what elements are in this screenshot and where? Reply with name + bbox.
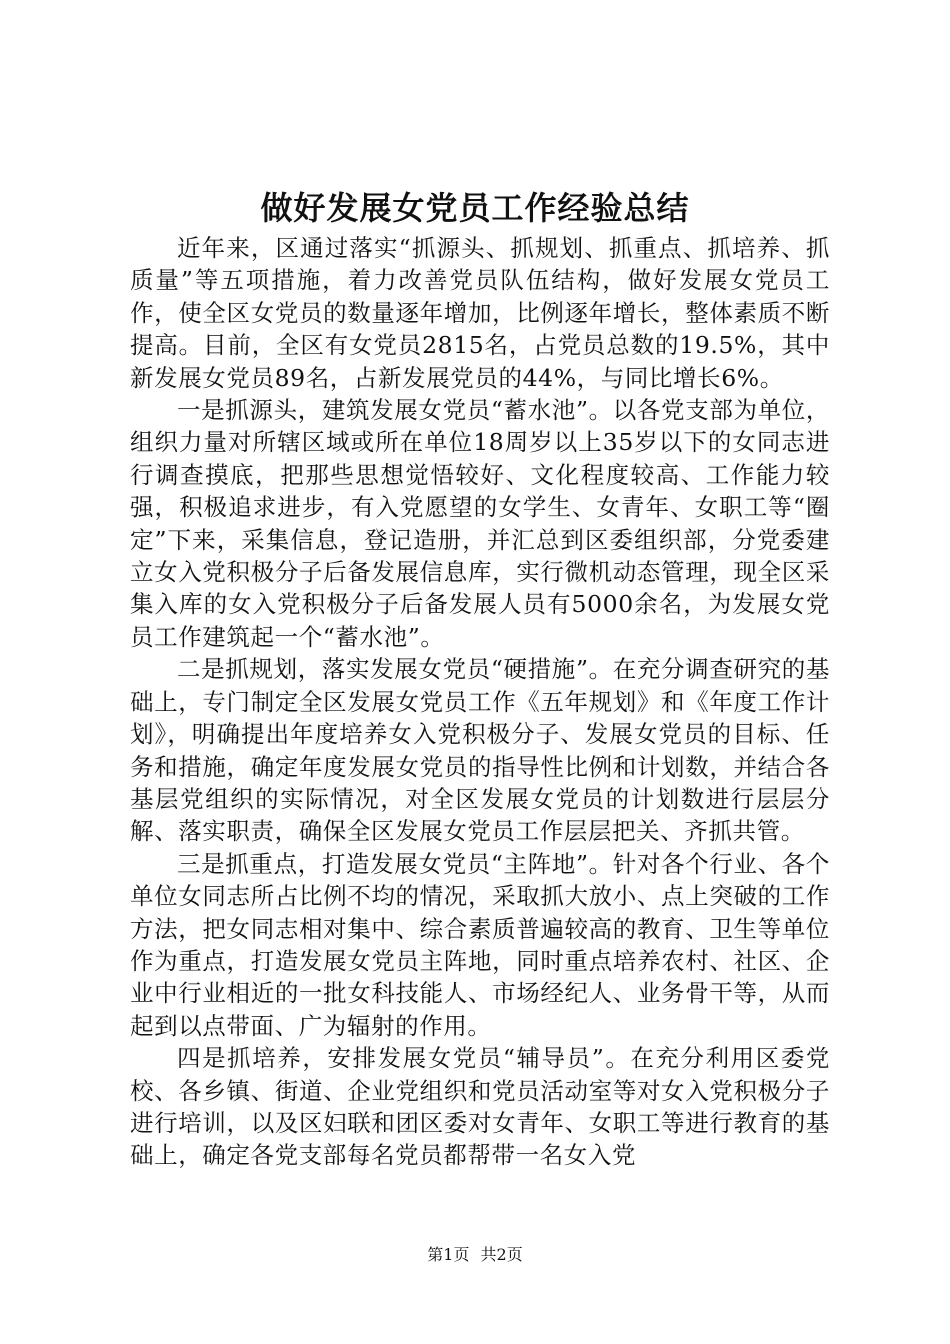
page-footer <box>0 1244 950 1266</box>
page-total: 共2页 <box>480 1245 523 1264</box>
paragraph-2-planning: 二是抓规划，落实发展女党员“硬措施”。在充分调查研究的基础上，专门制定全区发展女党员工作《五年规划》和《年度工作计划》，明确提出年度培养女入党积极分子、发展女党员的目标、任务和措施，确定年度发展女党员的指导性比例和计划数，并结合各基层党组织的实际情况，对全区发展女党员的计划数进行层层分解、落实职责，确保全区发展女党员工作层层把关、齐抓共管。 <box>130 655 830 846</box>
paragraph-4-training: 四是抓培养，安排发展女党员“辅导员”。在充分利用区委党校、各乡镇、街道、企业党组织和党员活动室等对女入党积极分子进行培训，以及区妇联和团区委对女青年、女职工等进行教育的基础上，确定各党支部每名党员都帮带一名女入党 <box>130 1044 830 1170</box>
paragraph-3-focus: 三是抓重点，打造发展女党员“主阵地”。针对各个行业、各个单位女同志所占比例不均的情况，采取抓大放小、点上突破的工作方法，把女同志相对集中、综合素质普遍较高的教育、卫生等单位作为重点，打造发展女党员主阵地，同时重点培养农村、社区、企业中行业相近的一批女科技能人、市场经纪人、业务骨干等，从而起到以点带面、广为辐射的作用。 <box>130 849 830 1040</box>
paragraph-intro: 近年来，区通过落实“抓源头、抓规划、抓重点、抓培养、抓质量”等五项措施，着力改善党员队伍结构，做好发展女党员工作，使全区女党员的数量逐年增加，比例逐年增长，整体素质不断提高。目前，全区有女党员2815名，占党员总数的19.5%，其中新发展女党员89名，占新发展党员的44%，与同比增长6%。 <box>130 234 830 392</box>
page-number: 第1页 <box>427 1245 470 1264</box>
paragraph-1-source: 一是抓源头，建筑发展女党员“蓄水池”。以各党支部为单位，组织力量对所辖区域或所在单位18周岁以上35岁以下的女同志进行调查摸底，把那些思想觉悟较好、文化程度较高、工作能力较强，积极追求进步，有入党愿望的女学生、女青年、女职工等“圈定”下来，采集信息，登记造册，并汇总到区委组织部，分党委建立女入党积极分子后备发展信息库，实行微机动态管理，现全区采集入库的女入党积极分子后备发展人员有5000余名，为发展女党员工作建筑起一个“蓄水池”。 <box>130 396 830 651</box>
document-title: 做好发展女党员工作经验总结 <box>260 189 690 227</box>
document-body <box>130 232 830 1172</box>
